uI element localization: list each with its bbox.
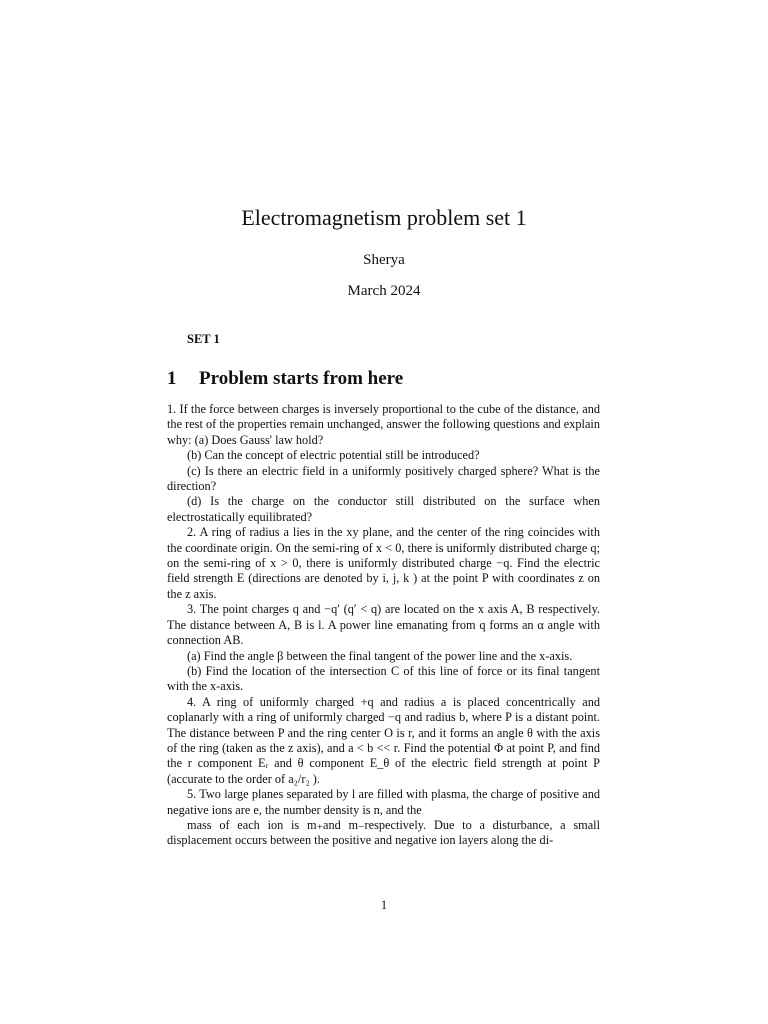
document-author: Sherya xyxy=(363,252,405,268)
paragraph: (d) Is the charge on the conductor still distributed on the surface when electrostatically equilibrated? xyxy=(167,494,600,524)
document-title: Electromagnetism problem set 1 xyxy=(241,205,527,230)
paragraph: 1. If the force between charges is inversely proportional to the cube of the distance, and the rest of the properties remain unchanged, answer the following questions and explain why: (a) Does Gauss' law hold? xyxy=(167,402,600,447)
document-date: March 2024 xyxy=(347,283,421,299)
paragraph: (b) Can the concept of electric potential still be introduced? xyxy=(187,448,480,463)
paragraph: 3. The point charges q and −q′ (q′ < q) are located on the x axis A, B respectively. The distance between A, B is l. A power line emanating from q forms an α angle with connection AB. xyxy=(167,602,600,648)
problem-body xyxy=(167,402,600,849)
paragraph: (c) Is there an electric field in a uniformly positively charged sphere? What is the direction? xyxy=(167,463,600,494)
paragraph: 2. A ring of radius a lies in the xy plane, and the center of the ring coincides with the coordinate origin. On the semi-ring of x < 0, there is uniformly distributed charge q; on the semi-ring of x > 0, there is uniformly distributed charge −q. Find the electric field strength E (directions are denoted by i, j, k ) at the point P with coordinates z on the z axis. xyxy=(167,525,600,601)
section-title: Problem starts from here xyxy=(199,368,404,389)
section-number: 1 xyxy=(167,368,177,389)
page-number: 1 xyxy=(380,898,388,912)
paragraph: mass of each ion is m₊and m₋respectively. Due to a disturbance, a small displacement occurs between the positive and negative ion layers along the di- xyxy=(167,817,600,848)
paragraph: (a) Find the angle β between the final tangent of the power line and the x-axis. xyxy=(187,648,573,663)
paragraph: 5. Two large planes separated by l are filled with plasma, the charge of positive and negative ions are e, the number density is n, and the xyxy=(167,787,600,817)
paragraph: 4. A ring of uniformly charged +q and radius a is placed concentrically and coplanarly with a ring of uniformly charged −q and radius b, where P is a distant point. The distance between P and the ring center O is r, and it forms an angle θ with the axis of the ring (taken as the z axis), and a < b << r. Find the potential Φ at point P, and find the r component Eᵣ and θ component E_θ of the electric field strength at point P (accurate to the order of a₂/r₂ ). xyxy=(167,694,600,786)
paragraph: (b) Find the location of the intersection C of this line of force or its final tangent with the x-axis. xyxy=(167,663,600,694)
section-heading xyxy=(167,368,403,390)
set-label: SET 1 xyxy=(187,332,220,346)
